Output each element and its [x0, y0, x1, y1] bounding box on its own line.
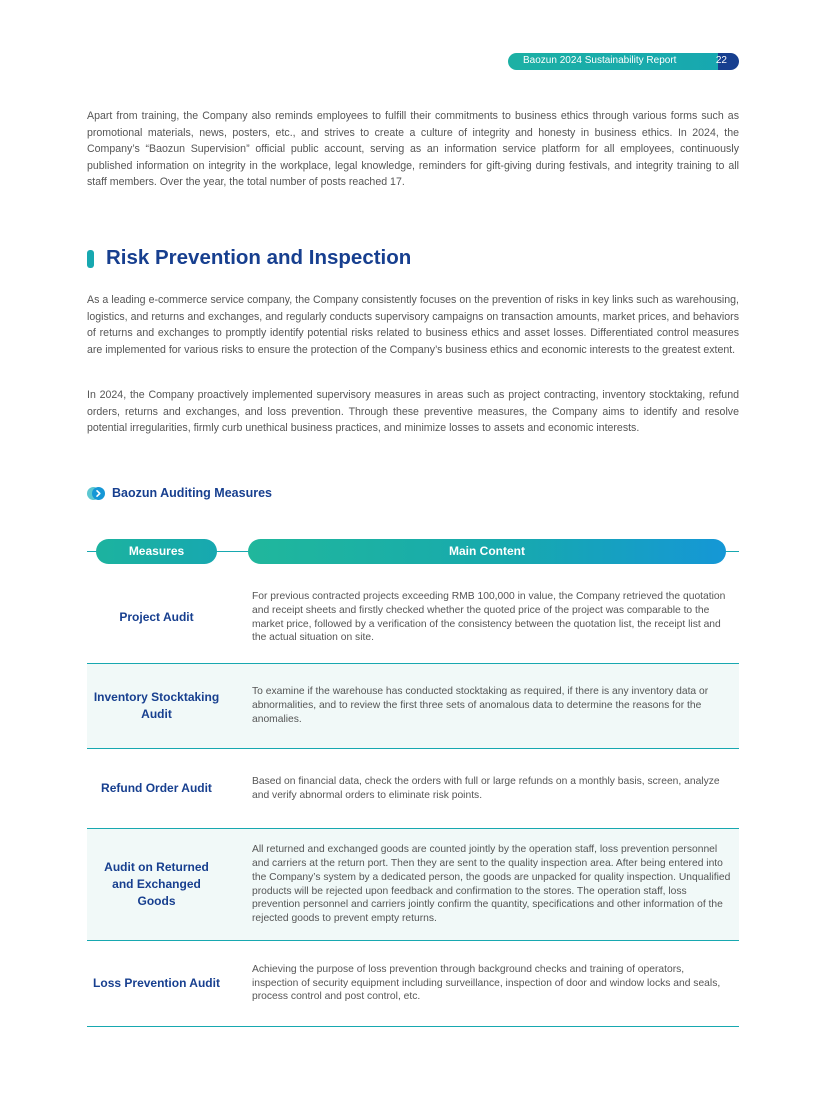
intro-paragraph: Apart from training, the Company also reminds employees to fulfill their commitments to business ethics through various forms such as promotional materials, news, posters, etc., and strives to create a culture of integrity and honesty in business ethics. In 2024, the Company’s “Baozun Supervision” official public account, serving as an information service platform for all employees, continuously published information on integrity in the workplace, legal knowledge, reminders for gift-giving during festivals, and integrity training to all staff members. Over the year, the total number of posts reached 17.	[87, 110, 739, 188]
row-content: For previous contracted projects exceeding RMB 100,000 in value, the Company retrieved the quotation and receipt sheets and firstly checked whether the quoted price of the project was comparable to the market price, followed by a verification of the consistency between the quotation list, the receipt list and the actual situation on site.	[252, 591, 726, 644]
report-header	[508, 53, 739, 70]
section-paragraph-2: In 2024, the Company proactively implemented supervisory measures in areas such as project contracting, inventory stocktaking, refund orders, returns and exchanges, and loss prevention. Through these preventive measures, the Company aims to identify and resolve potential irregularities, firmly curb unethical business practices, and minimize losses to assets and economic interests.	[87, 389, 739, 434]
heading-bar-icon	[87, 250, 94, 268]
report-title: Baozun 2024 Sustainability Report	[523, 55, 677, 66]
table-row	[87, 941, 739, 1027]
row-measure: Project Audit	[119, 610, 194, 624]
header-measures: Measures	[96, 539, 217, 564]
row-measure: Loss Prevention Audit	[93, 976, 220, 990]
row-measure: Refund Order Audit	[101, 781, 212, 795]
row-measure: Inventory Stocktaking Audit	[93, 690, 220, 721]
table-row	[87, 664, 739, 749]
section-title: Risk Prevention and Inspection	[106, 246, 412, 269]
page-number: 22	[715, 55, 727, 66]
table-title: Baozun Auditing Measures	[112, 486, 272, 500]
chevron-bullet-icon	[87, 487, 105, 500]
row-content: All returned and exchanged goods are counted jointly by the operation staff, loss prevention personnel and carriers at the return port. Then they are sent to the quality inspection area. After being entered into the Company’s system by a dedicated person, the goods are unpacked for quality inspection. Unqualified products will be rejected upon feedback and confirmation to the stores. The operation staff, loss prevention personnel and carriers jointly confirm the quantity, specifications and other information of the rejected goods to prevent empty returns.	[252, 844, 731, 924]
row-content: To examine if the warehouse has conducted stocktaking as required, if there is any inventory data or abnormalities, and to review the first three sets of anomalous data to determine the reasons for the anomalies.	[252, 686, 709, 725]
table-row	[87, 749, 739, 829]
table-row	[87, 572, 739, 664]
row-content: Based on financial data, check the orders with full or large refunds on a monthly basis, screen, analyze and verify abnormal orders to eliminate risk points.	[252, 775, 720, 801]
row-content: Achieving the purpose of loss prevention through background checks and training of operators, inspection of security equipment including surveillance, inspection of door and window locks and seals, process control and post control, etc.	[252, 963, 721, 1003]
row-measure: Audit on Returned and Exchanged Goods	[104, 860, 209, 908]
header-main-content: Main Content	[248, 539, 726, 564]
table-row	[87, 829, 739, 941]
section-paragraph-1: As a leading e-commerce service company, the Company consistently focuses on the prevention of risks in key links such as warehousing, logistics, and returns and exchanges, and regularly conducts supervisory campaigns on transaction amounts, market prices, and behaviors of returns and exchanges to promptly identify potential risks related to business ethics and asset losses. Differentiated control measures are implemented for various risks to ensure the protection of the Company’s business ethics and economic interests to the greatest extent.	[87, 294, 739, 356]
